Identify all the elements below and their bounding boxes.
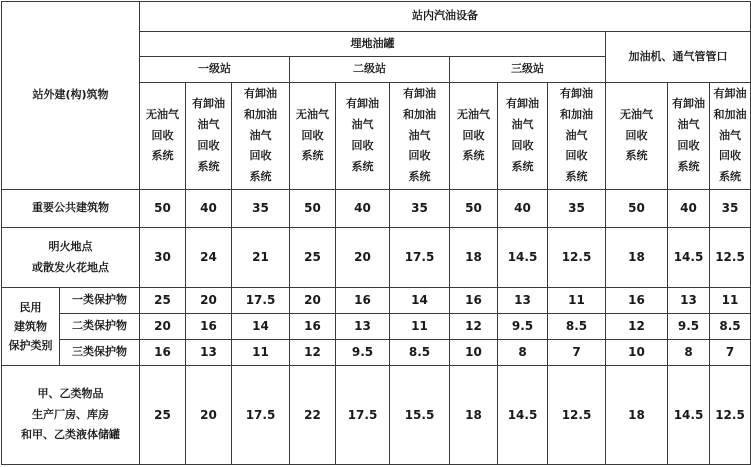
cell: 20 xyxy=(290,288,336,314)
cell: 50 xyxy=(140,190,186,228)
cell: 25 xyxy=(140,366,186,465)
cell: 16 xyxy=(606,288,668,314)
cell: 17.5 xyxy=(390,228,450,288)
cell: 12.5 xyxy=(548,366,606,465)
buried-tank-header: 埋地油罐 xyxy=(140,32,606,57)
dispenser-header: 加油机、通气管管口 xyxy=(606,32,751,83)
g3-unload-fill-recovery-header: 有卸油 和加油 油气 回收 系统 xyxy=(548,83,606,190)
cell: 16 xyxy=(450,288,498,314)
row-label-important-public: 重要公共建筑物 xyxy=(2,190,140,228)
cell: 8.5 xyxy=(390,340,450,366)
grade3-header: 三级站 xyxy=(450,57,606,83)
g3-no-recovery-header: 无油气 回收 系统 xyxy=(450,83,498,190)
table-row xyxy=(2,288,751,314)
g1-unload-fill-recovery-header: 有卸油 和加油 油气 回收 系统 xyxy=(232,83,290,190)
cell: 8 xyxy=(668,340,710,366)
cell: 8.5 xyxy=(710,314,751,340)
cell: 14.5 xyxy=(668,366,710,465)
civil-building-group-label: 民用 建筑物 保护类别 xyxy=(2,288,60,366)
cell: 13 xyxy=(336,314,390,340)
g3-unload-recovery-header: 有卸油 油气 回收 系统 xyxy=(498,83,548,190)
cell: 17.5 xyxy=(232,366,290,465)
cell: 35 xyxy=(390,190,450,228)
cell: 14 xyxy=(232,314,290,340)
cell: 40 xyxy=(498,190,548,228)
cell: 18 xyxy=(606,228,668,288)
cell: 17.5 xyxy=(232,288,290,314)
cell: 8 xyxy=(498,340,548,366)
grade1-header: 一级站 xyxy=(140,57,290,83)
cell: 9.5 xyxy=(498,314,548,340)
cell: 40 xyxy=(668,190,710,228)
cell: 40 xyxy=(186,190,232,228)
cell: 13 xyxy=(186,340,232,366)
corner-header: 站外建(构)筑物 xyxy=(2,2,140,190)
cell: 12.5 xyxy=(548,228,606,288)
cell: 13 xyxy=(668,288,710,314)
table-row xyxy=(2,340,751,366)
cell: 50 xyxy=(450,190,498,228)
row-label-open-fire: 明火地点 或散发火花地点 xyxy=(2,228,140,288)
cell: 11 xyxy=(390,314,450,340)
disp-unload-fill-recovery-header: 有卸油 和加油 油气 回收 系统 xyxy=(710,83,751,190)
cell: 35 xyxy=(232,190,290,228)
row-label-class-ab: 甲、乙类物品 生产厂房、库房 和甲、乙类液体储罐 xyxy=(2,366,140,465)
cell: 12 xyxy=(450,314,498,340)
cell: 16 xyxy=(186,314,232,340)
cell: 11 xyxy=(232,340,290,366)
cell: 14 xyxy=(390,288,450,314)
cell: 18 xyxy=(450,228,498,288)
cell: 8.5 xyxy=(548,314,606,340)
cell: 24 xyxy=(186,228,232,288)
cell: 20 xyxy=(186,288,232,314)
cell: 15.5 xyxy=(390,366,450,465)
cell: 20 xyxy=(186,366,232,465)
cell: 13 xyxy=(498,288,548,314)
cell: 50 xyxy=(290,190,336,228)
cell: 50 xyxy=(606,190,668,228)
disp-no-recovery-header: 无油气 回收 系统 xyxy=(606,83,668,190)
cell: 35 xyxy=(548,190,606,228)
g2-no-recovery-header: 无油气 回收 系统 xyxy=(290,83,336,190)
cell: 20 xyxy=(336,228,390,288)
cell: 7 xyxy=(710,340,751,366)
cell: 12.5 xyxy=(710,366,751,465)
g2-unload-recovery-header: 有卸油 油气 回收 系统 xyxy=(336,83,390,190)
cell: 25 xyxy=(140,288,186,314)
cell: 18 xyxy=(450,366,498,465)
grade2-header: 二级站 xyxy=(290,57,450,83)
cell: 14.5 xyxy=(498,228,548,288)
cell: 9.5 xyxy=(668,314,710,340)
cell: 16 xyxy=(336,288,390,314)
table-row xyxy=(2,190,751,228)
cell: 11 xyxy=(548,288,606,314)
cell: 30 xyxy=(140,228,186,288)
spacing-table xyxy=(1,1,751,465)
cell: 11 xyxy=(710,288,751,314)
g1-no-recovery-header: 无油气 回收 系统 xyxy=(140,83,186,190)
g2-unload-fill-recovery-header: 有卸油 和加油 油气 回收 系统 xyxy=(390,83,450,190)
cell: 21 xyxy=(232,228,290,288)
cell: 20 xyxy=(140,314,186,340)
g1-unload-recovery-header: 有卸油 油气 回收 系统 xyxy=(186,83,232,190)
cell: 12 xyxy=(606,314,668,340)
table-row xyxy=(2,366,751,465)
cell: 12 xyxy=(290,340,336,366)
cell: 7 xyxy=(548,340,606,366)
cell: 25 xyxy=(290,228,336,288)
cell: 16 xyxy=(140,340,186,366)
row-label-class2: 二类保护物 xyxy=(60,314,140,340)
cell: 14.5 xyxy=(498,366,548,465)
cell: 40 xyxy=(336,190,390,228)
cell: 12.5 xyxy=(710,228,751,288)
cell: 17.5 xyxy=(336,366,390,465)
cell: 35 xyxy=(710,190,751,228)
disp-unload-recovery-header: 有卸油 油气 回收 系统 xyxy=(668,83,710,190)
cell: 10 xyxy=(450,340,498,366)
cell: 14.5 xyxy=(668,228,710,288)
cell: 16 xyxy=(290,314,336,340)
cell: 9.5 xyxy=(336,340,390,366)
table-row xyxy=(2,228,751,288)
cell: 22 xyxy=(290,366,336,465)
row-label-class1: 一类保护物 xyxy=(60,288,140,314)
cell: 18 xyxy=(606,366,668,465)
station-equipment-header: 站内汽油设备 xyxy=(140,2,751,32)
row-label-class3: 三类保护物 xyxy=(60,340,140,366)
table-row xyxy=(2,314,751,340)
cell: 10 xyxy=(606,340,668,366)
